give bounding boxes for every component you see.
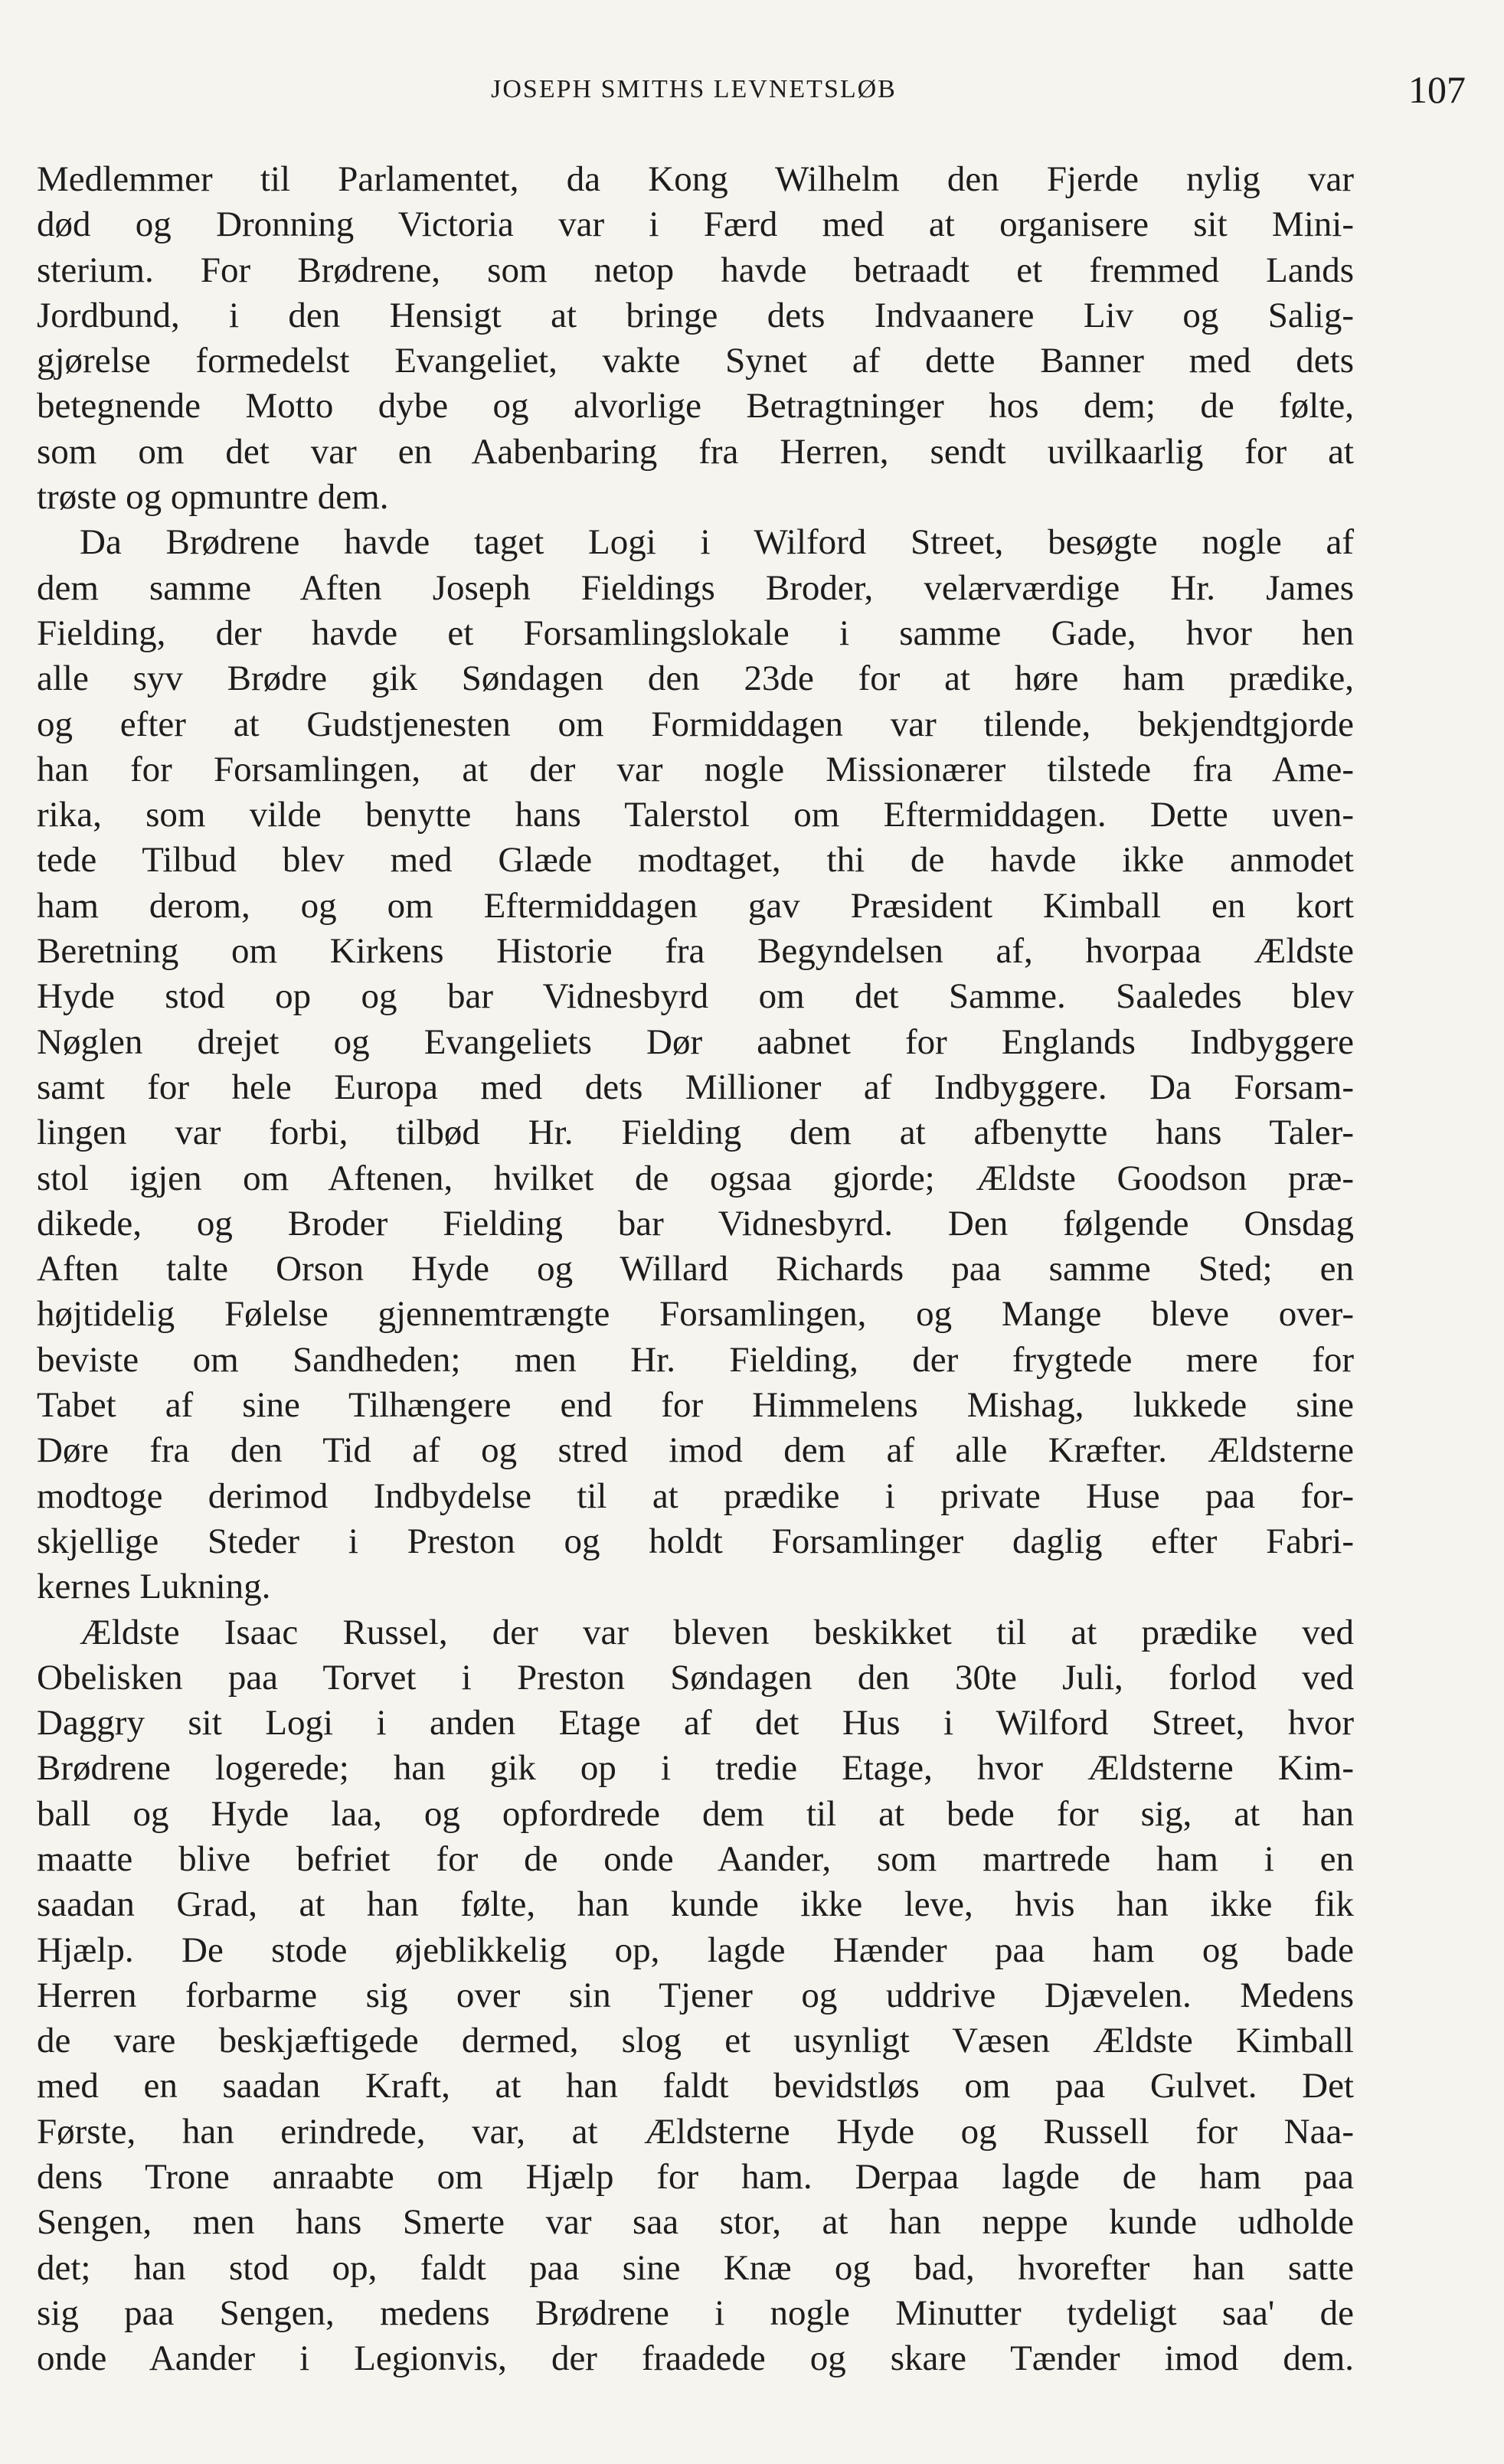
text-line: Obelisken paa Torvet i Preston Søndagen den 30te Juli, forlod ved bbox=[37, 1657, 1354, 1698]
text-line: det; han stod op, faldt paa sine Knæ og bad, hvorefter han satte bbox=[37, 2247, 1354, 2288]
text-line: onde Aander i Legionvis, der fraadede og skare Tænder imod dem. bbox=[37, 2338, 1354, 2379]
text-line: som om det var en Aabenbaring fra Herren, sendt uvilkaarlig for at bbox=[37, 431, 1354, 472]
text-line: saadan Grad, at han følte, han kunde ikke leve, hvis han ikke fik bbox=[37, 1884, 1354, 1925]
text-line: højtidelig Følelse gjennemtrængte Forsamlingen, og Mange bleve over- bbox=[37, 1294, 1354, 1335]
text-line: ball og Hyde laa, og opfordrede dem til at bede for sig, at han bbox=[37, 1793, 1354, 1834]
text-line: maatte blive befriet for de onde Aander, som martrede ham i en bbox=[37, 1838, 1354, 1879]
text-line: Ældste Isaac Russel, der var bleven beskikket til at prædike ved bbox=[80, 1612, 1354, 1652]
text-line: Da Brødrene havde taget Logi i Wilford Street, besøgte nogle af bbox=[80, 522, 1354, 563]
text-line: med en saadan Kraft, at han faldt bevidstløs om paa Gulvet. Det bbox=[37, 2066, 1354, 2106]
running-head bbox=[37, 67, 1466, 113]
text-line: tede Tilbud blev med Glæde modtaget, thi de havde ikke anmodet bbox=[37, 840, 1354, 881]
text-line: Daggry sit Logi i anden Etage af det Hus i Wilford Street, hvor bbox=[37, 1703, 1354, 1743]
text-line: Beretning om Kirkens Historie fra Begyndelsen af, hvorpaa Ældste bbox=[37, 931, 1354, 972]
text-line: alle syv Brødre gik Søndagen den 23de for at høre ham prædike, bbox=[37, 658, 1354, 699]
text-line: Brødrene logerede; han gik op i tredie Etage, hvor Ældsterne Kim- bbox=[37, 1748, 1354, 1789]
text-line: lingen var forbi, tilbød Hr. Fielding dem at afbenytte hans Taler- bbox=[37, 1113, 1354, 1153]
text-line: død og Dronning Victoria var i Færd med at organisere sit Mini- bbox=[37, 204, 1354, 245]
text-line: kernes Lukning. bbox=[37, 1567, 271, 1607]
text-line: Første, han erindrede, var, at Ældsterne Hyde og Russell for Naa- bbox=[37, 2111, 1354, 2152]
text-line: beviste om Sandheden; men Hr. Fielding, der frygtede mere for bbox=[37, 1339, 1354, 1380]
text-line: modtoge derimod Indbydelse til at prædike i private Huse paa for- bbox=[37, 1475, 1354, 1516]
body-text bbox=[37, 157, 1354, 2382]
text-line: Nøglen drejet og Evangeliets Dør aabnet for Englands Indbyggere bbox=[37, 1021, 1354, 1062]
text-line: skjellige Steder i Preston og holdt Forsamlinger daglig efter Fabri- bbox=[37, 1521, 1354, 1561]
text-line: Medlemmer til Parlamentet, da Kong Wilhelm den Fjerde nylig var bbox=[37, 159, 1354, 199]
text-line: dem samme Aften Joseph Fieldings Broder, velærværdige Hr. James bbox=[37, 567, 1354, 608]
text-line: han for Forsamlingen, at der var nogle Missionærer tilstede fra Ame- bbox=[37, 749, 1354, 789]
text-line: rika, som vilde benytte hans Talerstol om Eftermiddagen. Dette uven- bbox=[37, 795, 1354, 835]
text-line: Tabet af sine Tilhængere end for Himmelens Mishag, lukkede sine bbox=[37, 1385, 1354, 1426]
text-line: sig paa Sengen, medens Brødrene i nogle Minutter tydeligt saa' de bbox=[37, 2292, 1354, 2333]
text-line: trøste og opmuntre dem. bbox=[37, 477, 389, 518]
text-line: gjørelse formedelst Evangeliet, vakte Synet af dette Banner med dets bbox=[37, 341, 1354, 381]
text-line: Hyde stod op og bar Vidnesbyrd om det Samme. Saaledes blev bbox=[37, 976, 1354, 1017]
text-line: Hjælp. De stode øjeblikkelig op, lagde Hænder paa ham og bade bbox=[37, 1930, 1354, 1970]
text-line: og efter at Gudstjenesten om Formiddagen var tilende, bekjendtgjorde bbox=[37, 704, 1354, 744]
text-line: Aften talte Orson Hyde og Willard Richards paa samme Sted; en bbox=[37, 1249, 1354, 1289]
text-line: Sengen, men hans Smerte var saa stor, at han neppe kunde udholde bbox=[37, 2202, 1354, 2243]
text-line: dikede, og Broder Fielding bar Vidnesbyrd. Den følgende Onsdag bbox=[37, 1203, 1354, 1243]
text-line: Døre fra den Tid af og stred imod dem af alle Kræfter. Ældsterne bbox=[37, 1430, 1354, 1471]
text-line: ham derom, og om Eftermiddagen gav Præsident Kimball en kort bbox=[37, 885, 1354, 926]
text-line: betegnende Motto dybe og alvorlige Betragtninger hos dem; de følte, bbox=[37, 386, 1354, 426]
text-line: samt for hele Europa med dets Millioner af Indbyggere. Da Forsam- bbox=[37, 1067, 1354, 1107]
text-line: dens Trone anraabte om Hjælp for ham. Derpaa lagde de ham paa bbox=[37, 2157, 1354, 2198]
text-line: Fielding, der havde et Forsamlingslokale i samme Gade, hvor hen bbox=[37, 613, 1354, 653]
text-line: de vare beskjæftigede dermed, slog et usynligt Væsen Ældste Kimball bbox=[37, 2021, 1354, 2061]
text-line: Jordbund, i den Hensigt at bringe dets Indvaanere Liv og Salig- bbox=[37, 295, 1354, 335]
text-line: sterium. For Brødrene, som netop havde betraadt et fremmed Lands bbox=[37, 250, 1354, 290]
running-title: JOSEPH SMITHS LEVNETSLØB bbox=[491, 75, 897, 103]
text-line: stol igjen om Aftenen, hvilket de ogsaa gjorde; Ældste Goodson præ- bbox=[37, 1158, 1354, 1198]
text-line: Herren forbarme sig over sin Tjener og uddrive Djævelen. Medens bbox=[37, 1975, 1354, 2015]
page-number: 107 bbox=[1408, 68, 1466, 111]
